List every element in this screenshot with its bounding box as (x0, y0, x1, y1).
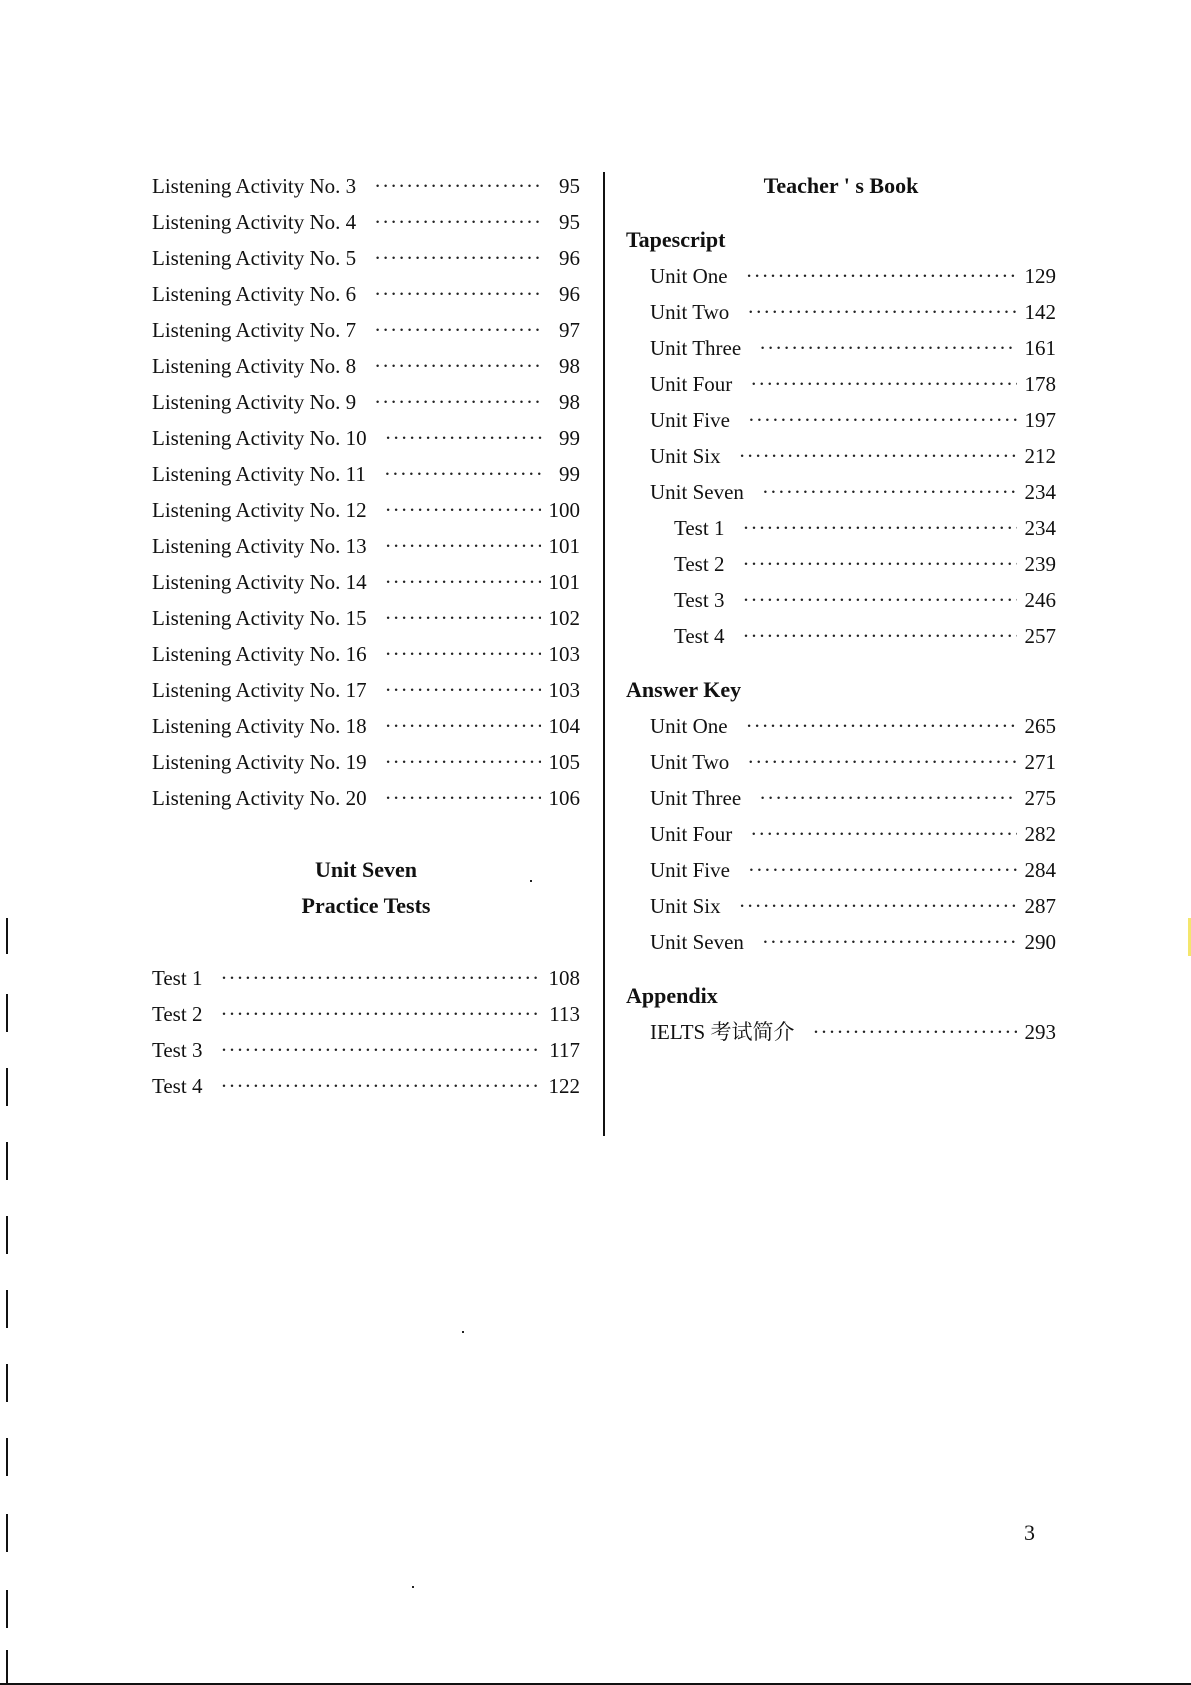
toc-entry-label: Listening Activity No. 8 (152, 354, 357, 378)
toc-entry-label: Unit Four (650, 372, 733, 396)
practice-test-list (152, 960, 580, 1104)
toc-leader-dots (385, 420, 542, 456)
toc-leader-dots (385, 492, 541, 528)
toc-entry-page: 197 (1024, 408, 1056, 432)
scan-speck (412, 1586, 414, 1588)
toc-entry-page: 105 (548, 750, 580, 774)
scan-edge-mark (6, 1650, 8, 1685)
toc-entry-label: Listening Activity No. 11 (152, 462, 366, 486)
toc-entry-page: 257 (1024, 624, 1056, 648)
toc-entry (152, 384, 580, 420)
toc-leader-dots (220, 1068, 540, 1104)
toc-entry-label: Listening Activity No. 16 (152, 642, 367, 666)
toc-leader-dots (748, 402, 1017, 438)
toc-entry (152, 636, 580, 672)
scan-edge-mark (6, 1364, 8, 1402)
appendix-heading: Appendix (626, 983, 718, 1008)
toc-leader-dots (762, 924, 1017, 960)
toc-entry-label: Listening Activity No. 14 (152, 570, 367, 594)
toc-entry (152, 780, 580, 816)
toc-entry (626, 780, 1056, 816)
toc-entry-page: 234 (1024, 480, 1056, 504)
toc-leader-dots (220, 1032, 541, 1068)
toc-entry-label: Listening Activity No. 17 (152, 678, 367, 702)
toc-leader-dots (748, 852, 1017, 888)
toc-entry (152, 1032, 580, 1068)
toc-entry-label: Unit Six (650, 894, 721, 918)
toc-entry-label: Test 2 (152, 1002, 203, 1026)
toc-entry-page: 103 (548, 678, 580, 702)
appendix-list (626, 1014, 1056, 1050)
toc-leader-dots (385, 636, 541, 672)
column-divider (603, 172, 605, 1136)
toc-entry (152, 492, 580, 528)
toc-entry-page: 99 (559, 426, 580, 450)
toc-entry-label: Unit Five (650, 858, 730, 882)
answer-key-list (626, 708, 1056, 960)
teachers-book-title: Teacher ' s Book (763, 173, 919, 198)
toc-entry-page: 101 (548, 534, 580, 558)
toc-entry-page: 100 (548, 498, 580, 522)
toc-entry (626, 438, 1056, 474)
scan-edge-mark (6, 1142, 8, 1180)
toc-entry-page: 142 (1024, 300, 1056, 324)
toc-entry-page: 98 (559, 354, 580, 378)
toc-leader-dots (385, 600, 541, 636)
toc-entry-page: 129 (1024, 264, 1056, 288)
toc-entry-label: Test 3 (674, 588, 725, 612)
answer-key-heading: Answer Key (626, 677, 742, 702)
toc-entry-page: 99 (559, 462, 580, 486)
toc-entry-page: 178 (1024, 372, 1056, 396)
toc-entry (152, 528, 580, 564)
scan-speck (462, 1331, 464, 1333)
toc-leader-dots (739, 438, 1017, 474)
toc-leader-dots (374, 384, 542, 420)
toc-entry-label: Unit Four (650, 822, 733, 846)
toc-entry-label: Listening Activity No. 19 (152, 750, 367, 774)
toc-entry (626, 258, 1056, 294)
toc-entry (626, 924, 1056, 960)
toc-entry (626, 1014, 1056, 1050)
toc-leader-dots (220, 996, 541, 1032)
toc-entry (152, 312, 580, 348)
toc-entry (152, 708, 580, 744)
toc-entry-label: Listening Activity No. 10 (152, 426, 367, 450)
toc-entry (626, 510, 1056, 546)
toc-leader-dots (374, 276, 542, 312)
toc-entry (152, 564, 580, 600)
toc-entry-page: 102 (548, 606, 580, 630)
toc-entry-page: 239 (1024, 552, 1056, 576)
toc-entry-page: 98 (559, 390, 580, 414)
toc-entry-label: Listening Activity No. 7 (152, 318, 357, 342)
toc-leader-dots (759, 330, 1016, 366)
toc-entry-label: Unit Two (650, 750, 730, 774)
toc-entry (152, 672, 580, 708)
unit-seven-title: Unit Seven (314, 857, 418, 882)
toc-leader-dots (746, 258, 1017, 294)
toc-entry (152, 420, 580, 456)
toc-entry-page: 271 (1024, 750, 1056, 774)
toc-leader-dots (374, 204, 542, 240)
toc-entry (152, 744, 580, 780)
toc-entry-label: Listening Activity No. 12 (152, 498, 367, 522)
toc-leader-dots (746, 708, 1017, 744)
toc-entry-label: Listening Activity No. 13 (152, 534, 367, 558)
toc-entry (152, 348, 580, 384)
scan-edge-mark (6, 1216, 8, 1254)
toc-leader-dots (374, 240, 542, 276)
toc-entry (152, 996, 580, 1032)
toc-entry-page: 117 (549, 1038, 580, 1062)
left-toc-column (152, 168, 580, 1104)
toc-entry-page: 212 (1024, 444, 1056, 468)
toc-leader-dots (385, 564, 541, 600)
toc-leader-dots (742, 618, 1016, 654)
toc-entry-label: Unit One (650, 714, 728, 738)
toc-entry-page: 275 (1024, 786, 1056, 810)
toc-entry (152, 168, 580, 204)
scan-edge-mark (6, 918, 8, 954)
toc-entry-page: 282 (1024, 822, 1056, 846)
toc-leader-dots (739, 888, 1017, 924)
toc-entry-label: Test 4 (152, 1074, 203, 1098)
toc-entry-label: IELTS 考试简介 (650, 1020, 795, 1044)
toc-leader-dots (750, 366, 1016, 402)
toc-entry-page: 108 (548, 966, 580, 990)
right-toc-column (626, 168, 1056, 1050)
toc-entry-page: 122 (548, 1074, 580, 1098)
toc-entry (626, 546, 1056, 582)
toc-entry (152, 456, 580, 492)
scan-edge-mark (6, 1438, 8, 1476)
toc-leader-dots (374, 348, 542, 384)
toc-entry-page: 96 (559, 246, 580, 270)
toc-leader-dots (385, 672, 541, 708)
toc-entry-label: Unit Six (650, 444, 721, 468)
toc-leader-dots (220, 960, 540, 996)
toc-leader-dots (385, 708, 541, 744)
toc-leader-dots (385, 780, 541, 816)
toc-entry (152, 240, 580, 276)
toc-entry (626, 582, 1056, 618)
toc-entry (152, 600, 580, 636)
toc-entry-page: 265 (1024, 714, 1056, 738)
toc-leader-dots (385, 744, 541, 780)
toc-leader-dots (742, 582, 1016, 618)
toc-entry-page: 287 (1024, 894, 1056, 918)
toc-entry (626, 816, 1056, 852)
toc-entry-label: Test 1 (152, 966, 203, 990)
toc-entry (626, 708, 1056, 744)
toc-entry-label: Listening Activity No. 20 (152, 786, 367, 810)
toc-entry-label: Unit Three (650, 786, 742, 810)
toc-entry-label: Listening Activity No. 18 (152, 714, 367, 738)
toc-entry-page: 95 (559, 210, 580, 234)
toc-leader-dots (812, 1014, 1016, 1050)
toc-entry-label: Listening Activity No. 15 (152, 606, 367, 630)
toc-leader-dots (385, 528, 541, 564)
toc-entry-label: Unit Five (650, 408, 730, 432)
toc-entry (626, 852, 1056, 888)
scan-speck (530, 880, 532, 882)
toc-entry-label: Test 1 (674, 516, 725, 540)
toc-leader-dots (762, 474, 1017, 510)
toc-entry-page: 96 (559, 282, 580, 306)
toc-entry-page: 234 (1024, 516, 1056, 540)
scan-edge-mark (6, 1590, 8, 1628)
toc-entry (626, 618, 1056, 654)
toc-entry-label: Test 2 (674, 552, 725, 576)
toc-entry-label: Listening Activity No. 5 (152, 246, 357, 270)
toc-leader-dots (374, 312, 542, 348)
toc-entry (152, 960, 580, 996)
toc-entry-page: 293 (1024, 1020, 1056, 1044)
toc-entry (152, 204, 580, 240)
toc-entry-label: Test 4 (674, 624, 725, 648)
toc-leader-dots (374, 168, 542, 204)
toc-entry-page: 161 (1024, 336, 1056, 360)
toc-entry-page: 246 (1024, 588, 1056, 612)
toc-entry-page: 104 (548, 714, 580, 738)
tapescript-list (626, 258, 1056, 654)
toc-entry-label: Unit Three (650, 336, 742, 360)
toc-entry (626, 366, 1056, 402)
toc-leader-dots (742, 510, 1016, 546)
toc-entry (626, 888, 1056, 924)
toc-entry-page: 290 (1024, 930, 1056, 954)
toc-entry-page: 284 (1024, 858, 1056, 882)
toc-entry (626, 402, 1056, 438)
toc-entry (152, 276, 580, 312)
toc-leader-dots (747, 294, 1016, 330)
toc-entry-label: Unit Seven (650, 480, 744, 504)
listening-activity-list (152, 168, 580, 816)
toc-entry-page: 101 (548, 570, 580, 594)
toc-entry-label: Listening Activity No. 3 (152, 174, 357, 198)
toc-entry (626, 294, 1056, 330)
toc-entry (626, 330, 1056, 366)
toc-entry-page: 97 (559, 318, 580, 342)
toc-leader-dots (742, 546, 1016, 582)
toc-entry-label: Test 3 (152, 1038, 203, 1062)
toc-entry-page: 106 (548, 786, 580, 810)
toc-entry-label: Unit Two (650, 300, 730, 324)
toc-entry-page: 95 (559, 174, 580, 198)
toc-entry-page: 103 (548, 642, 580, 666)
toc-leader-dots (384, 456, 542, 492)
scan-edge-mark (6, 994, 8, 1032)
toc-entry-label: Listening Activity No. 4 (152, 210, 357, 234)
toc-entry-label: Listening Activity No. 9 (152, 390, 357, 414)
toc-entry-label: Unit Seven (650, 930, 744, 954)
toc-leader-dots (750, 816, 1016, 852)
scan-edge-mark (6, 1290, 8, 1328)
toc-entry (152, 1068, 580, 1104)
toc-entry-page: 113 (549, 1002, 580, 1026)
toc-entry-label: Unit One (650, 264, 728, 288)
toc-leader-dots (747, 744, 1016, 780)
toc-entry (626, 744, 1056, 780)
toc-entry (626, 474, 1056, 510)
page-number: 3 (1024, 1520, 1035, 1545)
tapescript-heading: Tapescript (626, 227, 726, 252)
toc-entry-label: Listening Activity No. 6 (152, 282, 357, 306)
scan-edge-mark (6, 1514, 8, 1552)
practice-tests-subtitle: Practice Tests (301, 893, 431, 918)
scan-edge-mark (6, 1068, 8, 1106)
toc-leader-dots (759, 780, 1016, 816)
